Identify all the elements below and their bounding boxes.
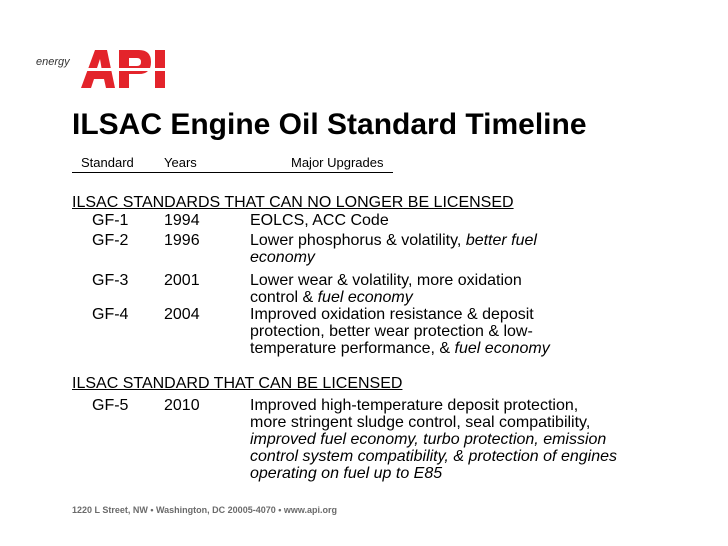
upgrade-text: EOLCS, ACC Code bbox=[250, 212, 389, 229]
upgrade-text-italic: fuel economy bbox=[317, 289, 413, 306]
upgrade-line bbox=[250, 212, 389, 229]
upgrade-line bbox=[250, 340, 550, 357]
column-header-row bbox=[72, 155, 393, 173]
upgrade-line bbox=[250, 431, 617, 448]
upgrade-line bbox=[250, 289, 522, 306]
standard-name: GF-5 bbox=[92, 397, 129, 414]
section-heading-can-be-licensed: ILSAC STANDARD THAT CAN BE LICENSED bbox=[72, 375, 403, 392]
upgrade-text: Improved high-temperature deposit protection, bbox=[250, 397, 579, 414]
standard-year: 2004 bbox=[164, 306, 200, 323]
page-title: ILSAC Engine Oil Standard Timeline bbox=[72, 108, 587, 141]
standard-year: 1996 bbox=[164, 232, 200, 249]
upgrade-text-italic: economy bbox=[250, 249, 315, 266]
column-header-years: Years bbox=[164, 155, 197, 170]
section-heading-no-longer-licensed: ILSAC STANDARDS THAT CAN NO LONGER BE LICENSED bbox=[72, 194, 514, 211]
upgrade-line bbox=[250, 232, 537, 249]
upgrade-line bbox=[250, 448, 617, 465]
standard-name: GF-4 bbox=[92, 306, 129, 323]
standard-name: GF-3 bbox=[92, 272, 129, 289]
standard-name: GF-1 bbox=[92, 212, 129, 229]
logo-energy-text: energy bbox=[36, 56, 70, 68]
upgrade-text-italic: operating on fuel up to E85 bbox=[250, 465, 443, 482]
upgrade-line bbox=[250, 272, 522, 289]
upgrade-text-italic: improved fuel economy, turbo protection, emission bbox=[250, 431, 607, 448]
upgrade-text: more stringent sludge control, seal compatibility, bbox=[250, 414, 591, 431]
upgrade-line bbox=[250, 323, 550, 340]
standard-upgrades bbox=[250, 397, 617, 482]
upgrade-text: Lower wear & volatility, more oxidation bbox=[250, 272, 522, 289]
upgrade-text: Lower phosphorus & volatility, bbox=[250, 232, 466, 249]
upgrade-text: control & bbox=[250, 289, 318, 306]
upgrade-text: temperature performance, & bbox=[250, 340, 455, 357]
upgrade-line bbox=[250, 414, 617, 431]
upgrade-text: protection, better wear protection & low- bbox=[250, 323, 533, 340]
api-logo-mark bbox=[79, 48, 179, 90]
upgrade-line bbox=[250, 306, 550, 323]
column-header-upgrades: Major Upgrades bbox=[291, 155, 384, 170]
standard-year: 1994 bbox=[164, 212, 200, 229]
upgrade-text-italic: control system compatibility, & protection of engines bbox=[250, 448, 617, 465]
upgrade-text-italic: fuel economy bbox=[454, 340, 550, 357]
upgrade-line bbox=[250, 465, 617, 482]
standard-upgrades bbox=[250, 306, 550, 357]
upgrade-text: Improved oxidation resistance & deposit bbox=[250, 306, 534, 323]
footer-address: 1220 L Street, NW • Washington, DC 20005-4070 • www.api.org bbox=[72, 505, 338, 515]
standard-upgrades bbox=[250, 272, 522, 306]
standard-year: 2010 bbox=[164, 397, 200, 414]
standard-name: GF-2 bbox=[92, 232, 129, 249]
standard-upgrades bbox=[250, 212, 389, 229]
upgrade-line bbox=[250, 397, 617, 414]
upgrade-text-italic: better fuel bbox=[465, 232, 537, 249]
column-header-standard: Standard bbox=[81, 155, 134, 170]
standard-upgrades bbox=[250, 232, 537, 266]
upgrade-line bbox=[250, 249, 537, 266]
api-logo bbox=[36, 48, 156, 92]
standard-year: 2001 bbox=[164, 272, 200, 289]
